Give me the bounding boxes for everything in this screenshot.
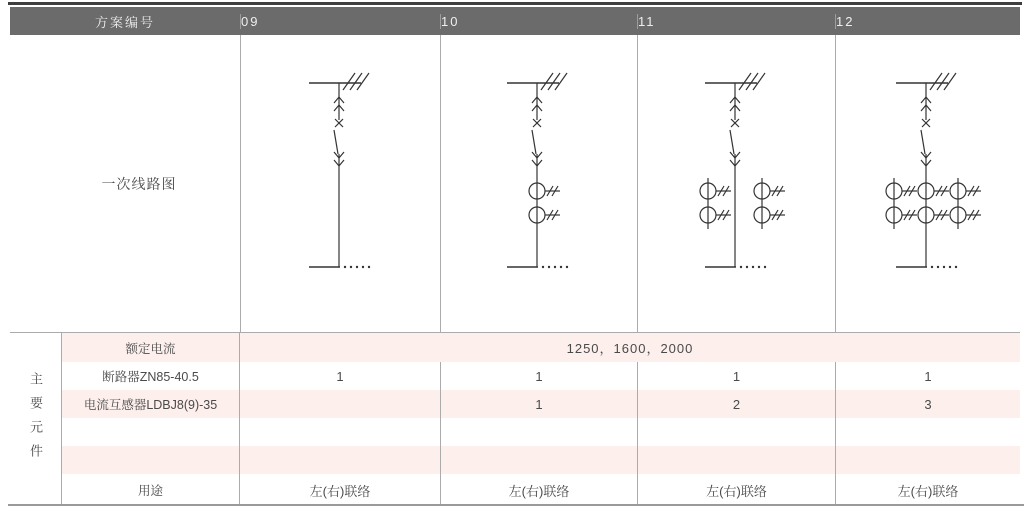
row-value: 1 [835, 362, 1020, 390]
header-scheme-cells [240, 7, 1020, 35]
row-value: 2 [637, 390, 835, 418]
row-value: 1 [440, 390, 637, 418]
row-label: 断路器ZN85-40.5 [62, 362, 240, 390]
row-value: 1 [637, 362, 835, 390]
row-value [835, 418, 1020, 446]
diagram-cells [240, 35, 1020, 332]
row-value [637, 418, 835, 446]
spec-rows [62, 333, 1020, 506]
row-label [62, 418, 240, 446]
row-value [637, 446, 835, 474]
header-scheme-12: 12 [835, 14, 1020, 29]
diagram-scheme-12 [835, 35, 1020, 332]
spec-table [10, 332, 1020, 506]
header-scheme-label: 方案编号 [94, 14, 155, 30]
row-value [835, 446, 1020, 474]
row-label: 用途 [62, 474, 240, 506]
row-value: 1 [440, 362, 637, 390]
diagram-row-label: 一次线路图 [101, 175, 177, 192]
header-row [10, 7, 1020, 35]
row-value: 1 [336, 368, 344, 384]
diagram-row [10, 35, 1020, 332]
row-value [240, 418, 440, 446]
row-value [240, 390, 440, 418]
header-scheme-10: 10 [440, 14, 637, 29]
row-value [440, 446, 637, 474]
row-value: 左(右)联络 [309, 483, 371, 499]
diagram-scheme-09 [240, 35, 440, 332]
row-label: 电流互感器LDBJ8(9)-35 [62, 390, 240, 418]
side-label-cell [10, 333, 62, 506]
side-label: 主要元件 [28, 371, 43, 468]
row-value [240, 446, 440, 474]
diagram-scheme-11 [637, 35, 835, 332]
row-value: 3 [835, 390, 1020, 418]
table-row-1 [62, 362, 1020, 390]
header-scheme-09: 09 [240, 14, 440, 29]
header-scheme-11: 11 [637, 14, 835, 29]
bottom-rule [8, 504, 1024, 506]
table-row-4 [62, 446, 1020, 474]
row-value [440, 418, 637, 446]
sheet [10, 7, 1020, 506]
row-value: 左(右)联络 [440, 474, 637, 506]
row-label: 额定电流 [62, 333, 240, 362]
table-row-0 [62, 333, 1020, 362]
table-row-3 [62, 418, 1020, 446]
diagram-scheme-10 [440, 35, 637, 332]
row-merged-value: 1250，1600，2000 [566, 341, 694, 356]
row-value: 左(右)联络 [637, 474, 835, 506]
row-value: 左(右)联络 [835, 474, 1020, 506]
top-rule [8, 2, 1022, 5]
table-row-2 [62, 390, 1020, 418]
table-row-5 [62, 474, 1020, 506]
row-label [62, 446, 240, 474]
